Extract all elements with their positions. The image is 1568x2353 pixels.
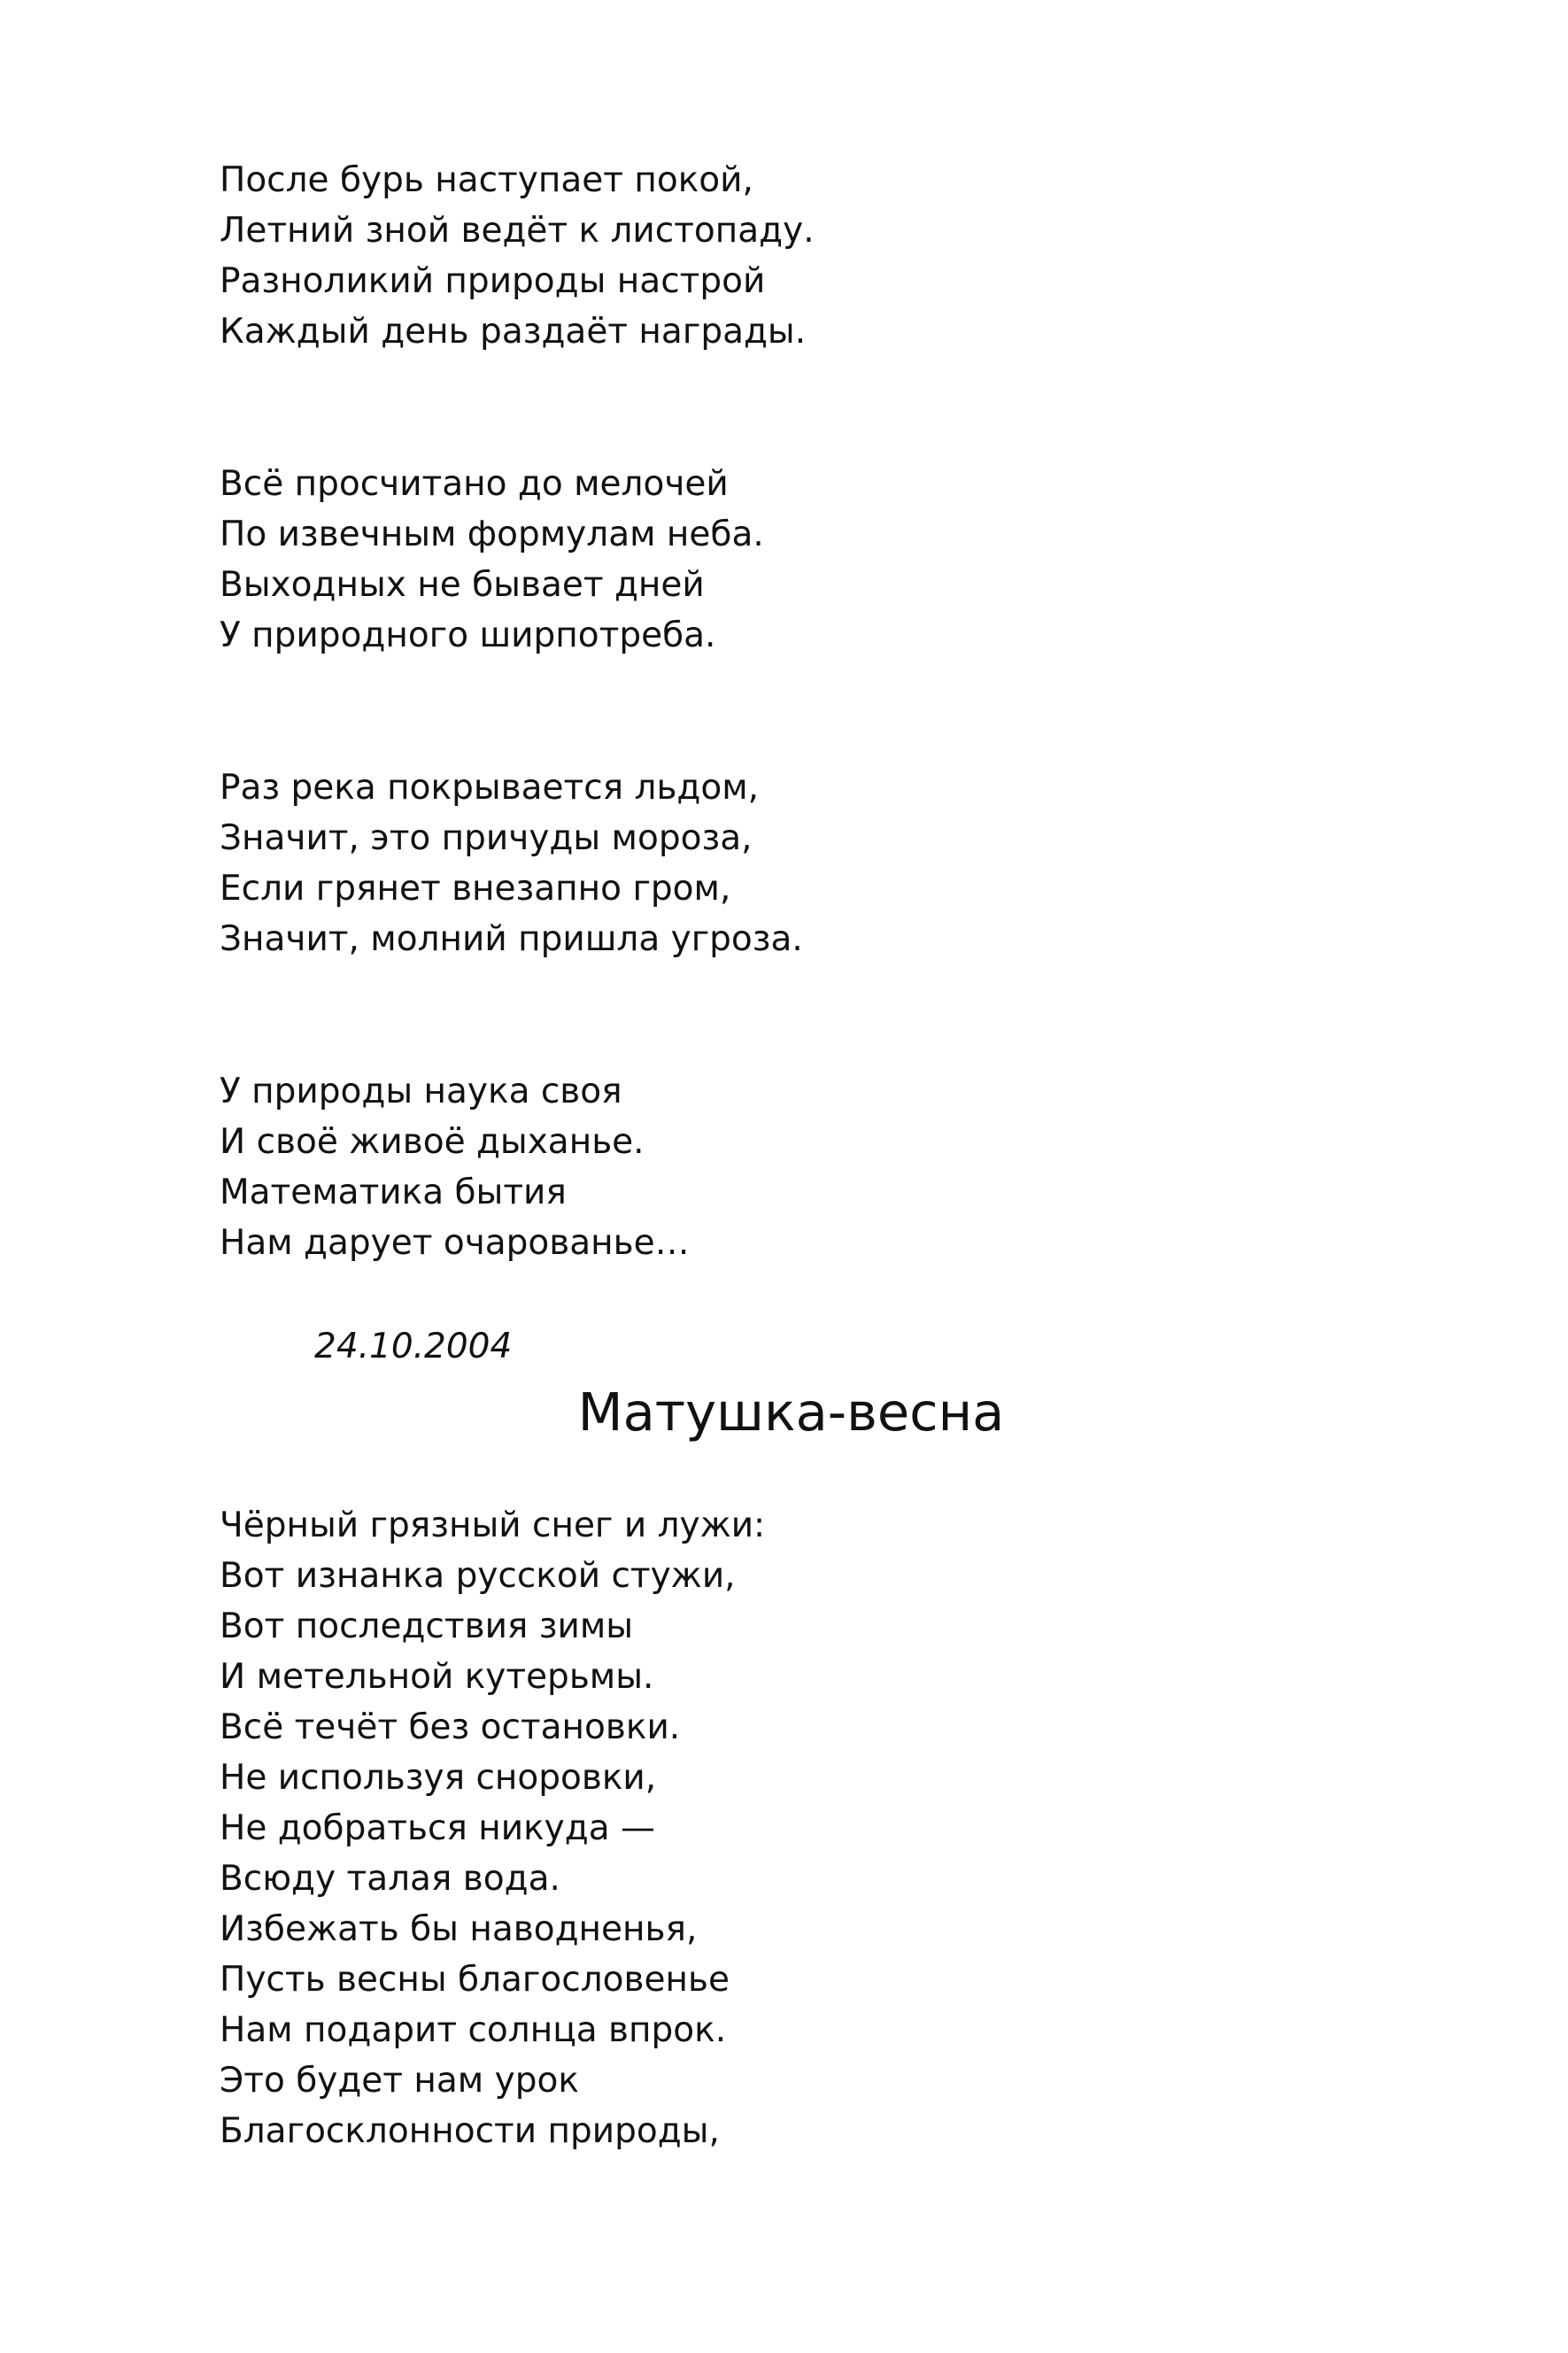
poem-body bbox=[220, 1500, 765, 2156]
poem-line: Летний зной ведёт к листопаду. bbox=[220, 211, 815, 251]
poem-line: Вот последствия зимы bbox=[220, 1606, 634, 1646]
poem-date: 24.10.2004 bbox=[314, 1327, 513, 1366]
poem-line: Вот изнанка русской стужи, bbox=[220, 1556, 736, 1596]
poem-line: Разноликий природы настрой bbox=[220, 261, 766, 301]
poem-line: Не добраться никуда — bbox=[220, 1808, 655, 1848]
poem-stanza-3 bbox=[220, 762, 803, 964]
poem-line: Всё просчитано до мелочей bbox=[220, 464, 729, 504]
poem-line: Каждый день раздаёт награды. bbox=[220, 312, 807, 352]
poem-line: Нам подарит солнца впрок. bbox=[220, 2010, 727, 2050]
poem-line: По извечным формулам неба. bbox=[220, 515, 764, 554]
poem-line: Всюду талая вода. bbox=[220, 1859, 560, 1899]
poem-line: Выходных не бывает дней bbox=[220, 565, 705, 605]
poem-title bbox=[0, 1377, 1568, 1448]
poem-line: И своё живоё дыханье. bbox=[220, 1122, 645, 1162]
poem-line: И метельной кутерьмы. bbox=[220, 1657, 654, 1697]
poem-line: Не используя сноровки, bbox=[220, 1758, 657, 1798]
poem-line: Всё течёт без остановки. bbox=[220, 1707, 681, 1747]
poem-line: Благосклонности природы, bbox=[220, 2111, 720, 2151]
poem-line: После бурь наступает покой, bbox=[220, 160, 753, 200]
poem-line: Раз река покрывается льдом, bbox=[220, 768, 760, 808]
poem-line: Математика бытия bbox=[220, 1173, 567, 1212]
poem-line: Это будет нам урок bbox=[220, 2061, 579, 2101]
poem-stanza-1 bbox=[220, 155, 815, 357]
poem-line: Если грянет внезапно гром, bbox=[220, 869, 731, 909]
poem-line: У природного ширпотреба. bbox=[220, 615, 716, 655]
poem-line: Нам дарует очарованье… bbox=[220, 1223, 690, 1263]
poem-line: Чёрный грязный снег и лужи: bbox=[220, 1505, 766, 1545]
poem-line: Значит, это причуды мороза, bbox=[220, 818, 753, 858]
poem-stanza-2 bbox=[220, 459, 764, 661]
poem-stanza-4 bbox=[220, 1066, 690, 1268]
poem-title-text: Матушка-весна bbox=[577, 1382, 1005, 1443]
poem-line: Избежать бы наводненья, bbox=[220, 1909, 698, 1949]
poem-line: Пусть весны благословенье bbox=[220, 1960, 730, 2000]
poem-line: Значит, молний пришла угроза. bbox=[220, 919, 803, 959]
poem-line: У природы наука своя bbox=[220, 1072, 622, 1111]
